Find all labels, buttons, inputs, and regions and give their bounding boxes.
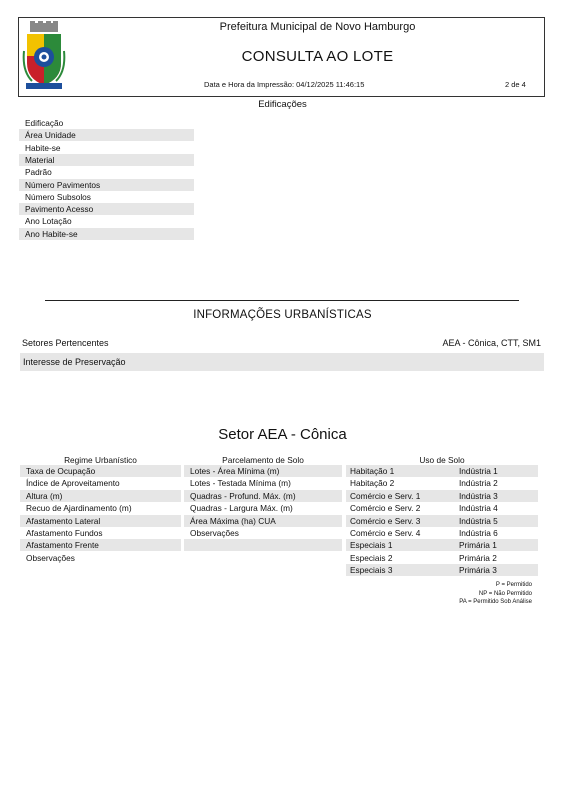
table-row: Observações: [26, 552, 75, 563]
table-row: Número Subsolos: [25, 191, 91, 202]
table-row: Ano Habite-se: [19, 228, 194, 240]
uso-left-cell: Especiais 3: [350, 565, 393, 576]
table-row: Índice de Aproveitamento: [26, 478, 120, 489]
table-row: Padrão: [25, 167, 52, 178]
regime-heading: Regime Urbanístico: [64, 455, 137, 465]
table-row: Afastamento Lateral: [20, 515, 181, 527]
uso-right-cell: Primária 1: [459, 540, 497, 551]
setores-label: Setores Pertencentes: [22, 338, 109, 348]
uso-left-cell: Habitação 1: [350, 466, 395, 476]
uso-right-cell: Primária 2: [459, 552, 497, 563]
table-row: Edificação: [25, 118, 64, 128]
table-row: [346, 490, 538, 502]
uso-right-cell: Indústria 6: [459, 528, 498, 538]
table-row: Habite-se: [25, 142, 61, 153]
table-row: [346, 539, 538, 551]
table-row: [346, 552, 538, 564]
uso-left-cell: Habitação 2: [350, 478, 395, 489]
table-row: Lotes - Área Mínima (m): [184, 465, 342, 477]
table-row: Recuo de Ajardinamento (m): [26, 503, 132, 514]
table-row: [346, 564, 538, 576]
uso-heading: Uso de Solo: [419, 455, 465, 465]
urbanisticas-title: INFORMAÇÕES URBANÍSTICAS: [193, 309, 372, 321]
table-row: Número Pavimentos: [19, 179, 194, 191]
table-row: Área Máxima (ha) CUA: [184, 515, 342, 527]
uso-right-cell: Indústria 3: [459, 490, 498, 501]
legend-nao-permitido: NP = Não Permitido: [478, 591, 532, 597]
table-row: Material: [19, 154, 194, 166]
uso-right-cell: Indústria 5: [459, 515, 498, 526]
table-row: Quadras - Largura Máx. (m): [190, 503, 293, 514]
legend-sob-analise: PA = Permitido Sob Análise: [459, 599, 532, 605]
uso-left-cell: Comércio e Serv. 1: [350, 490, 421, 501]
table-row: Afastamento Frente: [20, 539, 181, 551]
uso-right-cell: Indústria 2: [459, 478, 498, 489]
uso-right-cell: Indústria 4: [459, 503, 498, 514]
table-row: Afastamento Fundos: [26, 528, 103, 538]
print-date: Data e Hora da Impressão: 04/12/2025 11:46:15: [204, 80, 365, 89]
uso-left-cell: Comércio e Serv. 3: [350, 515, 421, 526]
parcelamento-heading: Parcelamento de Solo: [222, 455, 304, 465]
table-row: [346, 465, 538, 477]
table-row: [346, 502, 538, 514]
table-row: Lotes - Testada Mínima (m): [190, 478, 291, 489]
table-row: Taxa de Ocupação: [20, 465, 181, 477]
table-row: Pavimento Acesso: [19, 203, 194, 215]
organization-name: Prefeitura Municipal de Novo Hamburgo: [219, 21, 416, 33]
setores-value: AEA - Cônica, CTT, SM1: [442, 338, 541, 348]
table-row: [346, 515, 538, 527]
uso-right-cell: Indústria 1: [459, 466, 498, 476]
table-row: Altura (m): [20, 490, 181, 502]
page-number: 2 de 4: [505, 80, 526, 89]
uso-right-cell: Primária 3: [459, 565, 497, 576]
coat-of-arms-logo: [22, 21, 66, 93]
uso-left-cell: Especiais 1: [350, 540, 393, 551]
table-row: Observações: [190, 528, 239, 538]
legend-permitido: P = Permitido: [495, 582, 532, 588]
preservacao-row: [20, 353, 544, 371]
section-divider: [45, 300, 519, 301]
preservacao-label: Interesse de Preservação: [23, 357, 126, 367]
uso-left-cell: Especiais 2: [350, 552, 393, 563]
table-row: Quadras - Profund. Máx. (m): [184, 490, 342, 502]
uso-left-cell: Comércio e Serv. 2: [350, 503, 421, 514]
table-row: Ano Lotação: [25, 216, 72, 227]
table-row: [346, 527, 538, 539]
uso-left-cell: Comércio e Serv. 4: [350, 528, 421, 538]
edificacoes-title: Edificações: [258, 99, 307, 110]
table-row: Área Unidade: [19, 129, 194, 141]
table-row: [346, 477, 538, 489]
setor-title: Setor AEA - Cônica: [218, 426, 347, 443]
table-row: [184, 539, 342, 551]
page-title: CONSULTA AO LOTE: [241, 48, 394, 65]
